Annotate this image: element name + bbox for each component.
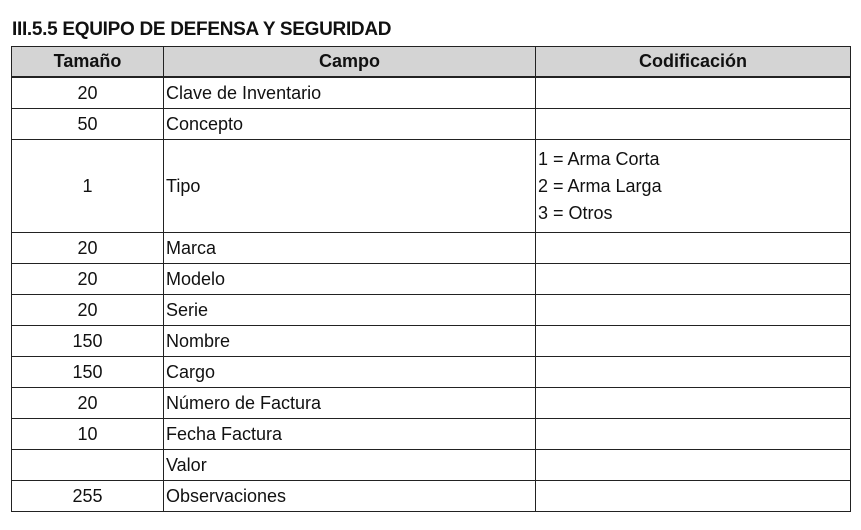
- cell-code: [536, 419, 851, 450]
- column-header-size: Tamaño: [12, 47, 164, 78]
- cell-size: 20: [12, 295, 164, 326]
- cell-field: Nombre: [164, 326, 536, 357]
- code-option: 2 = Arma Larga: [538, 175, 662, 196]
- cell-field: Observaciones: [164, 481, 536, 512]
- cell-code: [536, 109, 851, 140]
- cell-code: [536, 295, 851, 326]
- code-option: 1 = Arma Corta: [538, 148, 660, 169]
- cell-size: 255: [12, 481, 164, 512]
- cell-size: 150: [12, 326, 164, 357]
- cell-size: 1: [12, 140, 164, 233]
- table-row: [12, 77, 851, 109]
- cell-code: [536, 450, 851, 481]
- cell-code: [536, 233, 851, 264]
- cell-size: 20: [12, 388, 164, 419]
- cell-size: [12, 450, 164, 481]
- cell-size: 20: [12, 77, 164, 109]
- column-header-field: Campo: [164, 47, 536, 78]
- cell-code: [536, 481, 851, 512]
- cell-field: Cargo: [164, 357, 536, 388]
- table-header-row: [12, 47, 851, 78]
- table-row: [12, 481, 851, 512]
- section-title: III.5.5 EQUIPO DE DEFENSA Y SEGURIDAD: [12, 19, 392, 40]
- table-row: [12, 140, 851, 233]
- cell-code: [536, 388, 851, 419]
- cell-field: Modelo: [164, 264, 536, 295]
- cell-field: Fecha Factura: [164, 419, 536, 450]
- cell-code: [536, 326, 851, 357]
- cell-code: [536, 140, 851, 233]
- table-row: [12, 450, 851, 481]
- table-row: [12, 357, 851, 388]
- table-row: [12, 419, 851, 450]
- column-header-code: Codificación: [536, 47, 851, 78]
- cell-code: [536, 357, 851, 388]
- cell-field: Concepto: [164, 109, 536, 140]
- table-row: [12, 295, 851, 326]
- table-row: [12, 326, 851, 357]
- table-row: [12, 109, 851, 140]
- cell-field: Valor: [164, 450, 536, 481]
- cell-field: Marca: [164, 233, 536, 264]
- cell-field: Clave de Inventario: [164, 77, 536, 109]
- cell-size: 20: [12, 233, 164, 264]
- cell-size: 50: [12, 109, 164, 140]
- cell-field: Tipo: [164, 140, 536, 233]
- cell-size: 150: [12, 357, 164, 388]
- cell-size: 20: [12, 264, 164, 295]
- table-row: [12, 264, 851, 295]
- cell-size: 10: [12, 419, 164, 450]
- cell-code: [536, 264, 851, 295]
- code-option: 3 = Otros: [538, 202, 613, 223]
- table-body: [12, 77, 851, 512]
- cell-code: [536, 77, 851, 109]
- table-row: [12, 233, 851, 264]
- field-spec-table: [11, 46, 851, 512]
- table-row: [12, 388, 851, 419]
- cell-field: Número de Factura: [164, 388, 536, 419]
- cell-field: Serie: [164, 295, 536, 326]
